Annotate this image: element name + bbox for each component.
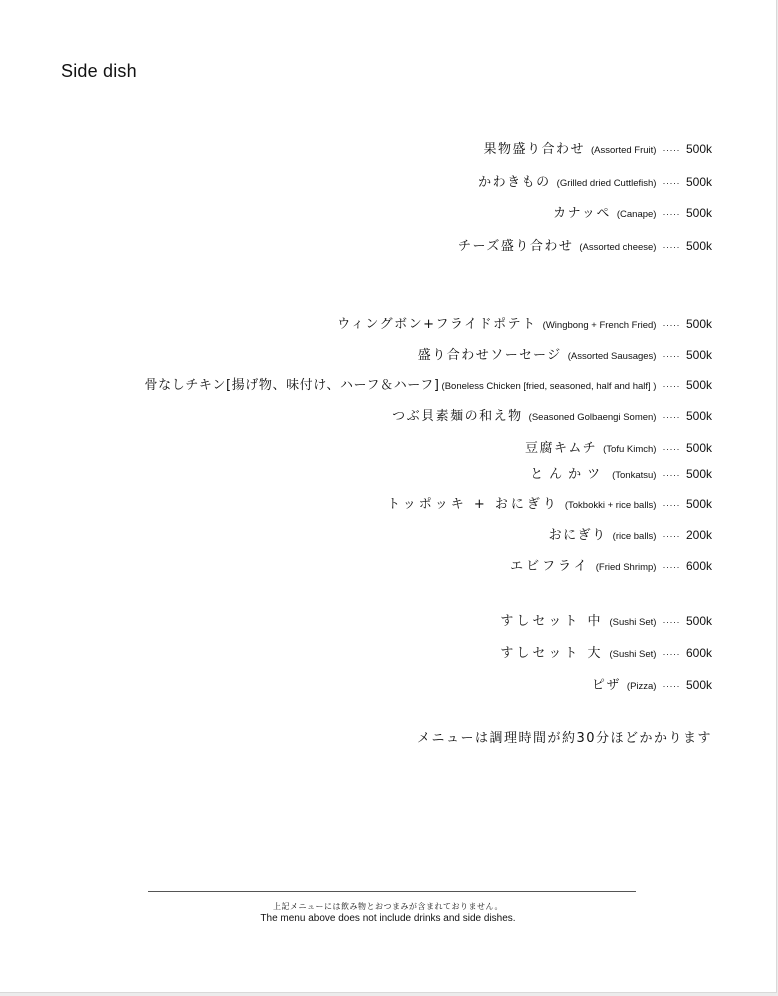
item-price: 500k: [685, 441, 712, 455]
item-price: 600k: [685, 646, 712, 660]
menu-item-boneless-chicken: [145, 374, 712, 393]
item-leader-dots: ·····: [662, 444, 680, 454]
menu-item-pizza: [592, 674, 712, 693]
item-leader-dots: ·····: [662, 209, 680, 219]
menu-item-tonkatsu: [530, 463, 712, 482]
item-name-jp: 骨なしチキン[揚げ物、味付け、ハーフ＆ハーフ]: [144, 378, 440, 393]
item-name-jp: エビフライ: [510, 559, 590, 574]
item-name-en: (Assorted cheese): [579, 242, 657, 253]
item-name-en: (Tokbokki + rice balls): [564, 500, 657, 511]
menu-item-sushi-set-large: [500, 642, 712, 661]
item-name-jp: チーズ盛り合わせ: [458, 239, 574, 254]
item-leader-dots: ·····: [662, 562, 680, 572]
item-price: 500k: [685, 467, 712, 481]
item-name-jp: ピザ: [591, 678, 621, 693]
item-leader-dots: ·····: [662, 531, 680, 541]
section-title: Side dish: [61, 61, 137, 81]
footer-note-jp: 上記メニューには飲み物とおつまみが含まれておりません。: [273, 902, 503, 911]
menu-item-wingbong-fries: [337, 313, 712, 332]
item-leader-dots: ·····: [662, 351, 680, 361]
item-price: 600k: [685, 559, 712, 573]
item-name-jp: すしセット 大: [500, 646, 604, 661]
footer-divider: [148, 891, 636, 892]
item-price: 500k: [685, 175, 712, 189]
item-price: 500k: [685, 678, 712, 692]
cooking-time-note: メニューは調理時間が約30分ほどかかります: [416, 731, 712, 746]
menu-item-rice-balls: [549, 524, 712, 543]
item-name-jp: トッポッキ + おにぎり: [387, 497, 559, 512]
item-leader-dots: ·····: [662, 320, 680, 330]
menu-item-assorted-fruit: [483, 138, 712, 157]
item-leader-dots: ·····: [662, 681, 680, 691]
item-price: 500k: [685, 409, 712, 423]
item-name-jp: 果物盛り合わせ: [483, 142, 585, 157]
item-leader-dots: ·····: [662, 649, 680, 659]
item-price: 500k: [685, 348, 712, 362]
menu-item-assorted-sausages: [418, 344, 712, 363]
item-name-jp: 盛り合わせソーセージ: [417, 348, 562, 363]
item-name-en: (Fried Shrimp): [595, 562, 657, 573]
item-name-en: (Sushi Set): [609, 617, 657, 628]
item-price: 500k: [685, 239, 712, 253]
item-name-jp: ウィングボン+フライドポテト: [337, 317, 537, 332]
item-leader-dots: ·····: [662, 145, 680, 155]
item-leader-dots: ·····: [662, 412, 680, 422]
menu-item-canape: [553, 202, 712, 221]
item-leader-dots: ·····: [662, 470, 680, 480]
item-name-en: (Tofu Kimch): [603, 444, 657, 455]
item-price: 500k: [685, 614, 712, 628]
menu-item-tokbokki-rice-balls: [387, 493, 712, 512]
item-leader-dots: ·····: [662, 242, 680, 252]
item-name-jp: おにぎり: [548, 528, 607, 543]
item-leader-dots: ·····: [662, 617, 680, 627]
item-name-jp: 豆腐キムチ: [525, 441, 598, 456]
item-name-en: (Sushi Set): [609, 649, 657, 660]
item-price: 200k: [685, 528, 712, 542]
item-name-jp: つぶ貝素麺の和え物: [392, 409, 523, 424]
item-name-en: (Boneless Chicken [fried, seasoned, half and half] ): [441, 381, 657, 392]
item-leader-dots: ·····: [662, 500, 680, 510]
item-name-jp: すしセット 中: [500, 614, 604, 629]
item-name-en: (Wingbong + French Fried): [542, 320, 657, 331]
item-name-en: (Assorted Sausages): [567, 351, 657, 362]
menu-item-golbaengi-somen: [392, 405, 712, 424]
item-name-en: (Grilled dried Cuttlefish): [556, 178, 657, 189]
item-name-en: (Tonkatsu): [612, 470, 657, 481]
item-name-jp: とんかツ: [530, 467, 607, 482]
item-price: 500k: [685, 317, 712, 331]
item-name-jp: カナッペ: [553, 206, 611, 221]
menu-item-fried-shrimp: [510, 555, 712, 574]
item-price: 500k: [685, 206, 712, 220]
item-name-en: (Pizza): [626, 681, 657, 692]
menu-item-assorted-cheese: [458, 235, 712, 254]
menu-item-dried-cuttlefish: [478, 171, 712, 190]
item-price: 500k: [685, 142, 712, 156]
item-name-en: (Assorted Fruit): [591, 145, 657, 156]
item-leader-dots: ·····: [662, 178, 680, 188]
item-name-en: (rice balls): [612, 531, 657, 542]
footer-note-en: The menu above does not include drinks and side dishes.: [260, 913, 516, 924]
item-name-en: (Canape): [616, 209, 657, 220]
menu-item-sushi-set-medium: [500, 610, 712, 629]
item-price: 500k: [685, 378, 712, 392]
item-price: 500k: [685, 497, 712, 511]
menu-item-tofu-kimchi: [525, 437, 712, 456]
item-name-jp: かわきもの: [478, 175, 551, 190]
item-leader-dots: ·····: [662, 381, 680, 391]
item-name-en: (Seasoned Golbaengi Somen): [528, 412, 657, 423]
